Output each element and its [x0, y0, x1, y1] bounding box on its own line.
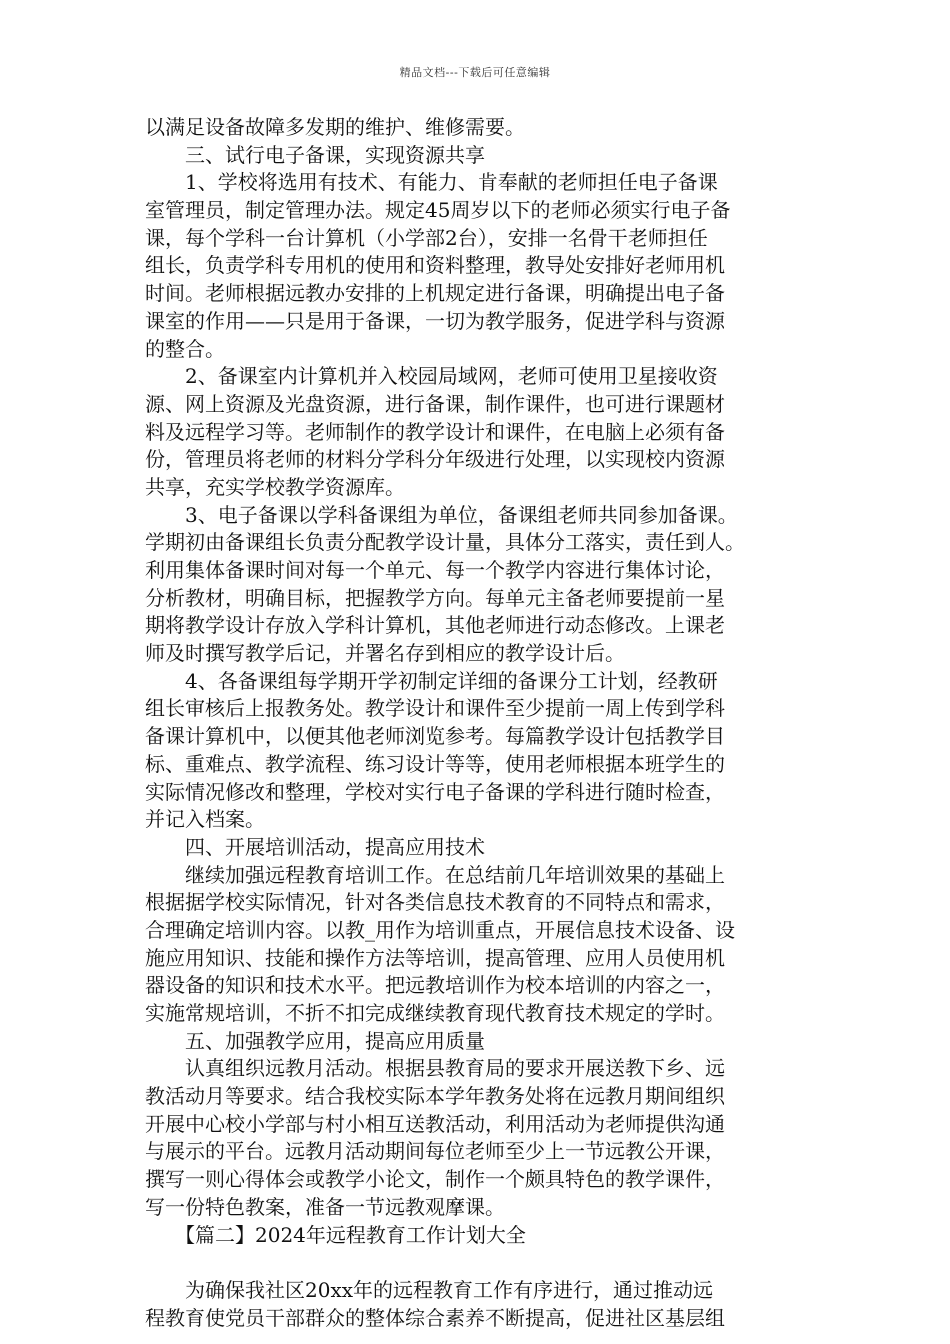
- text-line: 认真组织远教月活动。根据县教育局的要求开展送教下乡、远: [145, 1056, 725, 1081]
- text-line: 备课计算机中，以便其他老师浏览参考。每篇教学设计包括教学目: [145, 724, 725, 749]
- text-line: 开展中心校小学部与村小相互送教活动，利用活动为老师提供沟通: [145, 1111, 725, 1136]
- text-line: 课，每个学科一台计算机（小学部2台），安排一名骨干老师担任: [145, 225, 708, 250]
- text-line: 教活动月等要求。结合我校实际本学年教务处将在远教月期间组织: [145, 1084, 725, 1109]
- document-body: [145, 114, 823, 1332]
- text-line: 为确保我社区20xx年的远程教育工作有序进行，通过推动远: [145, 1277, 714, 1302]
- text-line: 器设备的知识和技术水平。把远教培训作为校本培训的内容之一，: [145, 973, 725, 998]
- text-line: 【篇二】2024年远程教育工作计划大全: [145, 1222, 526, 1247]
- text-line: 根据据学校实际情况，针对各类信息技术教育的不同特点和需求，: [145, 890, 725, 915]
- text-line: 组长，负责学科专用机的使用和资料整理，教导处安排好老师用机: [145, 253, 725, 278]
- text-line: 施应用知识、技能和操作方法等培训，提高管理、应用人员使用机: [145, 945, 725, 970]
- text-line: 源、网上资源及光盘资源，进行备课，制作课件，也可进行课题材: [145, 391, 725, 416]
- text-line: 利用集体备课时间对每一个单元、每一个教学内容进行集体讨论，: [145, 558, 725, 582]
- page-header: 精品文档---下载后可任意编辑: [399, 66, 551, 79]
- text-line: 的整合。: [145, 336, 225, 361]
- text-line: 与展示的平台。远教月活动期间每位老师至少上一节远教公开课，: [145, 1139, 725, 1164]
- text-line: 以满足设备故障多发期的维护、维修需要。: [145, 115, 525, 139]
- text-line: 室管理员，制定管理办法。规定45周岁以下的老师必须实行电子备: [145, 198, 731, 223]
- text-line: 合理确定培训内容。以教_用作为培训重点，开展信息技术设备、设: [145, 917, 735, 942]
- text-line: 三、试行电子备课，实现资源共享: [145, 142, 485, 167]
- text-line: 实际情况修改和整理，学校对实行电子备课的学科进行随时检查，: [145, 779, 725, 804]
- text-line: 1、学校将选用有技术、有能力、肯奉献的老师担任电子备课: [145, 170, 718, 195]
- text-line: 组长审核后上报教务处。教学设计和课件至少提前一周上传到学科: [145, 696, 725, 721]
- text-line: 4、各备课组每学期开学初制定详细的备课分工计划，经教研: [145, 668, 718, 693]
- text-line: 时间。老师根据远教办安排的上机规定进行备课，明确提出电子备: [145, 281, 725, 306]
- text-line: 五、加强教学应用，提高应用质量: [145, 1028, 485, 1053]
- text-line: 实施常规培训，不折不扣完成继续教育现代教育技术规定的学时。: [145, 1001, 725, 1025]
- text-line: 料及远程学习等。老师制作的教学设计和课件，在电脑上必须有备: [145, 419, 725, 444]
- text-line: 并记入档案。: [145, 807, 265, 832]
- text-line: 四、开展培训活动，提高应用技术: [145, 834, 485, 859]
- text-line: 课室的作用——只是用于备课，一切为教学服务，促进学科与资源: [145, 308, 725, 333]
- blank-line: [145, 1249, 823, 1277]
- text-line: 3、电子备课以学科备课组为单位，备课组老师共同参加备课。: [145, 502, 738, 527]
- text-line: 继续加强远程教育培训工作。在总结前几年培训效果的基础上: [145, 862, 725, 887]
- text-line: 学期初由备课组长负责分配教学设计量，具体分工落实，责任到人。: [145, 530, 745, 555]
- text-line: 写一份特色教案，准备一节远教观摩课。: [145, 1194, 505, 1219]
- text-line: 撰写一则心得体会或教学小论文，制作一个颇具特色的教学课件，: [145, 1167, 725, 1192]
- text-line: 共享，充实学校教学资源库。: [145, 474, 405, 499]
- text-line: 分析教材，明确目标，把握教学方向。每单元主备老师要提前一星: [145, 585, 725, 610]
- text-line: 2、备课室内计算机并入校园局域网，老师可使用卫星接收资: [145, 364, 718, 389]
- text-line: 期将教学设计存放入学科计算机，其他老师进行动态修改。上课老: [145, 613, 725, 638]
- text-line: 师及时撰写教学后记，并署名存到相应的教学设计后。: [145, 641, 625, 666]
- text-line: 份，管理员将老师的材料分学科分年级进行处理，以实现校内资源: [145, 447, 725, 472]
- text-line: 标、重难点、教学流程、练习设计等等，使用老师根据本班学生的: [145, 751, 725, 776]
- text-line: 程教育使党员干部群众的整体综合素养不断提高，促进社区基层组: [145, 1305, 725, 1330]
